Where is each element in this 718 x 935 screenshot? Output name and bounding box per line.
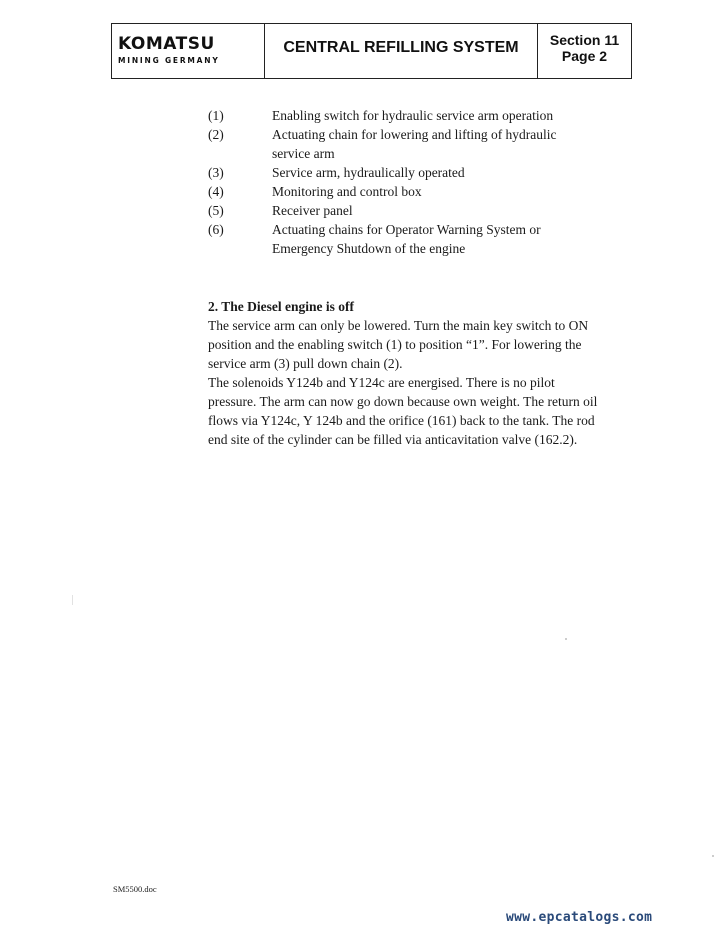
diesel-engine-off-section [208,297,600,449]
komatsu-logo [112,24,265,78]
item-text: Actuating chain for lowering and lifting of hydraulic service arm [272,127,557,161]
list-item [208,163,588,182]
item-number: (2) [208,127,224,142]
section-heading: 2. The Diesel engine is off [208,299,354,314]
header-title-cell [265,24,538,78]
paragraph-lowering: The service arm can only be lowered. Turn the main key switch to ON position and the enabling switch (1) to position “1”. For lowering the service arm (3) pull down chain (2). [208,318,589,371]
scan-speck [72,595,73,605]
item-text: Receiver panel [272,203,353,218]
scan-speck [565,638,567,640]
item-text: Monitoring and control box [272,184,422,199]
list-item [208,125,588,163]
page-header [111,23,632,79]
list-item [208,106,588,125]
item-text: Actuating chains for Operator Warning System or Emergency Shutdown of the engine [272,222,541,256]
logo-subtitle: MINING GERMANY [118,56,220,65]
component-legend-list [208,106,588,258]
list-item [208,182,588,201]
watermark-url: www.epcatalogs.com [506,910,653,925]
list-item [208,220,588,258]
scan-speck [712,855,714,857]
item-number: (6) [208,222,224,237]
section-label: Section 11 [549,32,620,48]
item-text: Enabling switch for hydraulic service arm operation [272,108,554,123]
logo-name: KOMATSU [118,34,215,54]
section-page-cell [538,24,631,78]
list-item [208,201,588,220]
document-title: CENTRAL REFILLING SYSTEM [283,39,519,56]
page-label: Page 2 [561,48,608,64]
paragraph-solenoids: The solenoids Y124b and Y124c are energised. There is no pilot pressure. The arm can now go down because own weight. The return oil flows via Y124c, Y 124b and the orifice (161) back to the tank. The rod end site of the cylinder can be filled via anticavitation valve (162.2). [208,375,598,447]
item-number: (3) [208,165,224,180]
item-text: Service arm, hydraulically operated [272,165,465,180]
item-number: (4) [208,184,224,199]
document-filename: SM5500.doc [113,884,157,894]
item-number: (5) [208,203,224,218]
item-number: (1) [208,108,224,123]
